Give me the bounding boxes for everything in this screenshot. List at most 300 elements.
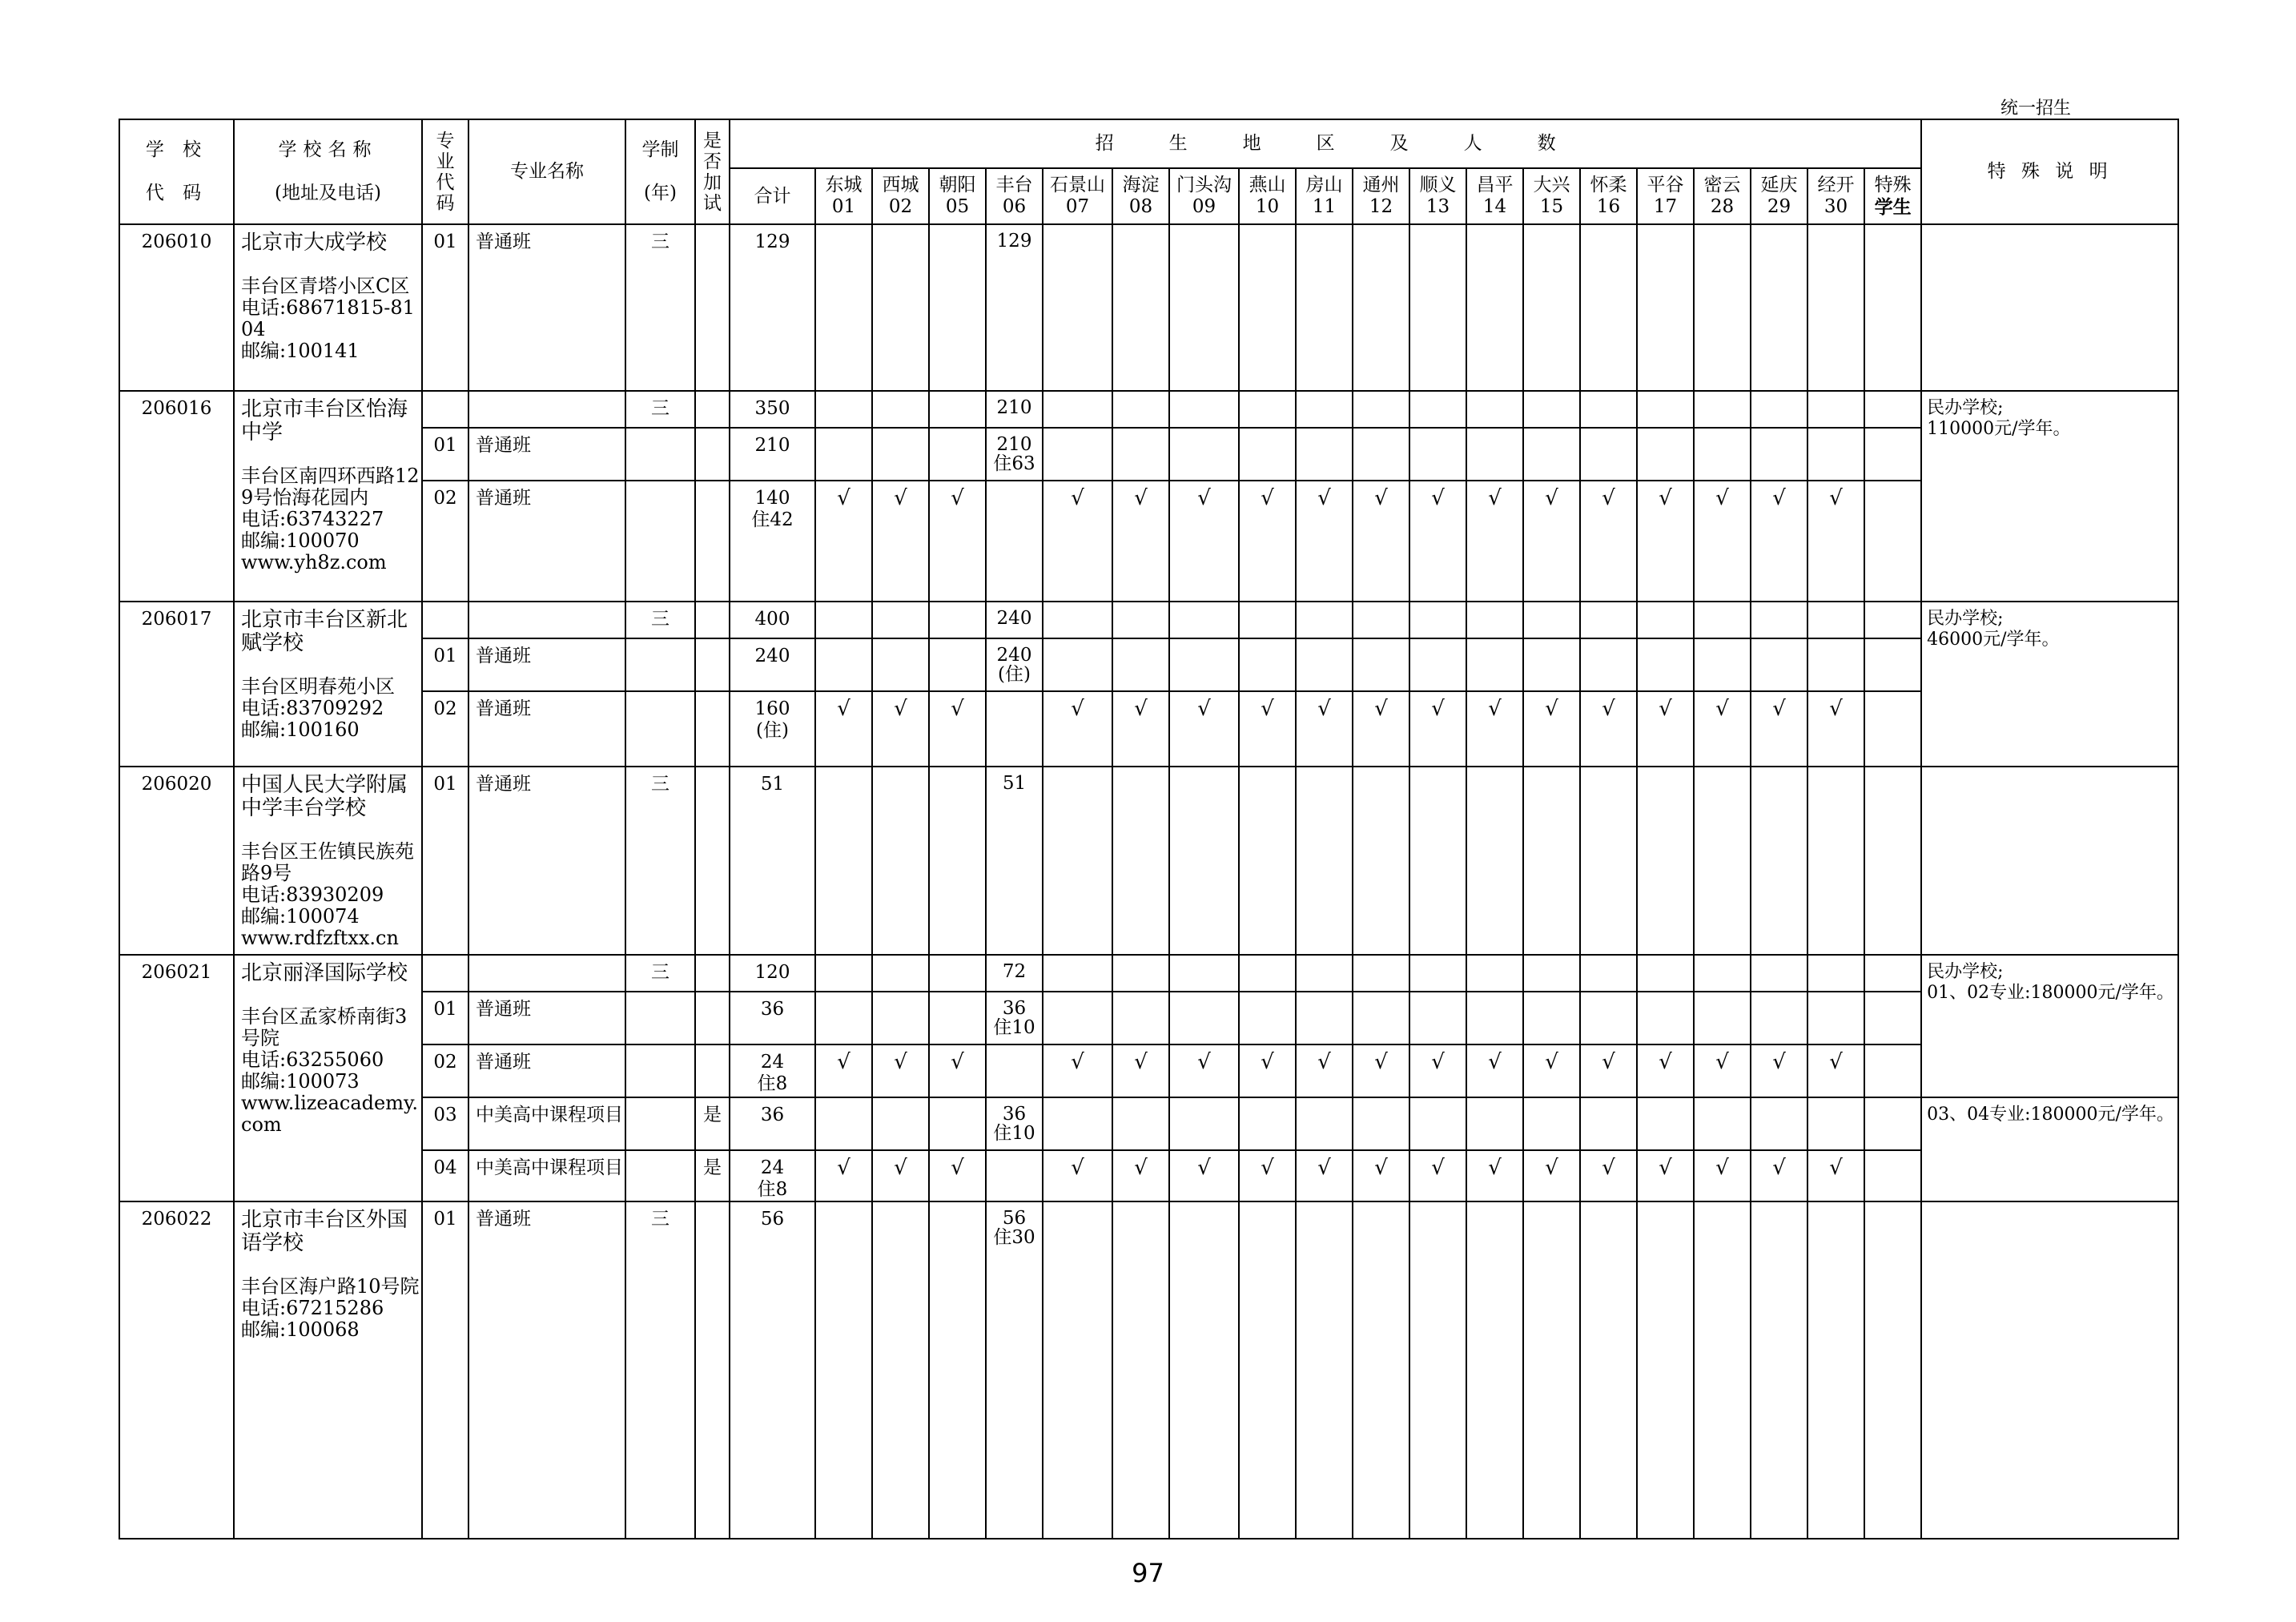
header-region-17 bbox=[1751, 168, 1807, 224]
region-cell bbox=[1637, 224, 1694, 391]
region-cell bbox=[1043, 481, 1112, 602]
major-name: 普通班 bbox=[468, 224, 625, 391]
check-mark: √ bbox=[1602, 697, 1615, 721]
region-name: 通州 bbox=[1362, 175, 1400, 195]
region-cell bbox=[1694, 428, 1751, 481]
region-cell bbox=[929, 391, 986, 428]
header-region-7 bbox=[1169, 168, 1239, 224]
school-code: 206021 bbox=[119, 955, 234, 1201]
region-code: 06 bbox=[1002, 196, 1027, 217]
region-cell bbox=[1466, 391, 1523, 428]
region-cell bbox=[1466, 955, 1523, 992]
total-count: 140 住42 bbox=[730, 481, 815, 602]
check-mark: √ bbox=[1197, 1156, 1211, 1180]
check-mark: √ bbox=[1659, 1156, 1672, 1180]
region-cell bbox=[986, 481, 1043, 602]
region-code: 16 bbox=[1596, 196, 1621, 217]
region-cell bbox=[1864, 1150, 1921, 1201]
region-cell bbox=[1694, 602, 1751, 638]
region-cell bbox=[1112, 1097, 1169, 1150]
region-cell bbox=[929, 224, 986, 391]
region-cell bbox=[1409, 1201, 1466, 1539]
region-cell bbox=[1580, 955, 1637, 992]
table-row bbox=[119, 224, 2178, 391]
check-mark: √ bbox=[1374, 486, 1388, 510]
major-code: 02 bbox=[422, 691, 468, 767]
region-cell bbox=[1523, 1201, 1580, 1539]
region-name: 西城 bbox=[882, 175, 919, 195]
region-cell bbox=[1296, 955, 1353, 992]
region-code: 17 bbox=[1653, 196, 1678, 217]
special-note: 民办学校; 46000元/学年。 bbox=[1921, 602, 2178, 767]
region-cell bbox=[1239, 391, 1296, 428]
check-mark: √ bbox=[1261, 486, 1274, 510]
region-cell bbox=[1694, 1097, 1751, 1150]
region-cell bbox=[1751, 992, 1807, 1044]
region-cell bbox=[1466, 1150, 1523, 1201]
duration bbox=[625, 1150, 695, 1201]
region-cell bbox=[986, 1044, 1043, 1097]
region-cell bbox=[1043, 955, 1112, 992]
region-cell bbox=[1239, 955, 1296, 992]
region-cell bbox=[1807, 638, 1864, 691]
region-cell bbox=[1637, 691, 1694, 767]
region-cell bbox=[1864, 767, 1921, 955]
school-name: 中国人民大学附属中学丰台学校 bbox=[241, 773, 408, 820]
region-cell bbox=[1523, 224, 1580, 391]
region-name: 门头沟 bbox=[1176, 175, 1232, 195]
check-mark: √ bbox=[1317, 1050, 1331, 1074]
region-cell bbox=[1523, 481, 1580, 602]
check-mark: √ bbox=[1715, 697, 1729, 721]
major-code: 04 bbox=[422, 1150, 468, 1201]
special-note: 03、04专业:180000元/学年。 bbox=[1921, 1097, 2178, 1201]
region-cell bbox=[1807, 992, 1864, 1044]
region-cell bbox=[1239, 691, 1296, 767]
region-cell bbox=[1466, 1201, 1523, 1539]
region-cell bbox=[1523, 767, 1580, 955]
check-mark: √ bbox=[1197, 486, 1211, 510]
check-mark: √ bbox=[1545, 486, 1558, 510]
check-mark: √ bbox=[1715, 1156, 1729, 1180]
region-cell bbox=[1580, 602, 1637, 638]
school-name: 北京丽泽国际学校 bbox=[241, 961, 408, 985]
check-mark: √ bbox=[1134, 1156, 1148, 1180]
check-mark: √ bbox=[837, 1156, 850, 1180]
region-cell bbox=[1239, 1150, 1296, 1201]
region-cell: 240 bbox=[986, 602, 1043, 638]
region-cell bbox=[1807, 691, 1864, 767]
region-cell bbox=[1751, 428, 1807, 481]
region-cell: 36 住10 bbox=[986, 992, 1043, 1044]
region-code: 11 bbox=[1312, 196, 1337, 217]
region-cell bbox=[1112, 955, 1169, 992]
region-cell bbox=[872, 992, 929, 1044]
region-cell bbox=[1466, 602, 1523, 638]
region-cell bbox=[1580, 428, 1637, 481]
major-code bbox=[422, 955, 468, 992]
region-cell bbox=[1169, 767, 1239, 955]
table-row bbox=[119, 602, 2178, 638]
region-cell bbox=[1353, 428, 1409, 481]
major-code: 03 bbox=[422, 1097, 468, 1150]
region-cell bbox=[1043, 1150, 1112, 1201]
region-cell bbox=[1466, 481, 1523, 602]
region-cell bbox=[872, 602, 929, 638]
table-row bbox=[119, 691, 2178, 767]
region-cell: 56 住30 bbox=[986, 1201, 1043, 1539]
check-mark: √ bbox=[1374, 1050, 1388, 1074]
region-cell bbox=[929, 1097, 986, 1150]
check-mark: √ bbox=[894, 1156, 907, 1180]
region-cell bbox=[1694, 1201, 1751, 1539]
region-cell bbox=[1637, 1044, 1694, 1097]
region-cell bbox=[1694, 481, 1751, 602]
region-cell bbox=[1637, 638, 1694, 691]
region-cell bbox=[1409, 638, 1466, 691]
table-row bbox=[119, 1201, 2178, 1539]
region-cell bbox=[1169, 691, 1239, 767]
region-cell bbox=[1466, 224, 1523, 391]
region-cell bbox=[1112, 1044, 1169, 1097]
region-cell bbox=[1296, 1097, 1353, 1150]
header-region-10 bbox=[1353, 168, 1409, 224]
region-cell bbox=[1169, 391, 1239, 428]
total-count: 120 bbox=[730, 955, 815, 992]
check-mark: √ bbox=[1488, 486, 1502, 510]
school-name: 北京市丰台区外国语学校 bbox=[241, 1208, 408, 1255]
region-cell bbox=[1239, 767, 1296, 955]
region-cell bbox=[872, 767, 929, 955]
region-cell bbox=[1751, 1044, 1807, 1097]
check-mark: √ bbox=[1488, 697, 1502, 721]
total-count: 160 (住) bbox=[730, 691, 815, 767]
school-address: 丰台区明春苑小区 电话:83709292 邮编:100160 bbox=[241, 675, 395, 741]
extra-test bbox=[695, 1201, 730, 1539]
check-mark: √ bbox=[1431, 697, 1445, 721]
region-cell bbox=[1112, 602, 1169, 638]
region-cell bbox=[815, 955, 872, 992]
extra-test bbox=[695, 602, 730, 638]
check-mark: √ bbox=[1488, 1156, 1502, 1180]
region-cell bbox=[1466, 691, 1523, 767]
school-code: 206017 bbox=[119, 602, 234, 767]
region-cell bbox=[1864, 1097, 1921, 1150]
school-name-cell bbox=[234, 602, 422, 767]
region-cell bbox=[1637, 602, 1694, 638]
major-code: 01 bbox=[422, 224, 468, 391]
duration: 三 bbox=[625, 955, 695, 992]
region-cell bbox=[1043, 691, 1112, 767]
region-name: 海淀 bbox=[1122, 175, 1160, 195]
school-address: 丰台区王佐镇民族苑路9号 电话:83930209 邮编:100074 www.rdfzftxx.cn bbox=[241, 840, 414, 949]
region-code: 02 bbox=[888, 196, 913, 217]
region-cell bbox=[815, 1201, 872, 1539]
duration bbox=[625, 428, 695, 481]
check-mark: √ bbox=[1071, 697, 1084, 721]
check-mark: √ bbox=[1829, 486, 1843, 510]
region-cell: 51 bbox=[986, 767, 1043, 955]
region-cell bbox=[1353, 602, 1409, 638]
duration bbox=[625, 1097, 695, 1150]
major-code: 02 bbox=[422, 1044, 468, 1097]
check-mark: √ bbox=[894, 486, 907, 510]
extra-test bbox=[695, 481, 730, 602]
region-cell bbox=[1466, 428, 1523, 481]
school-name: 北京市丰台区怡海中学 bbox=[241, 397, 408, 445]
region-cell bbox=[1239, 481, 1296, 602]
region-cell bbox=[1751, 1150, 1807, 1201]
check-mark: √ bbox=[1197, 1050, 1211, 1074]
region-cell bbox=[1112, 391, 1169, 428]
region-name: 大兴 bbox=[1533, 175, 1570, 195]
region-cell bbox=[815, 1044, 872, 1097]
region-cell bbox=[872, 391, 929, 428]
major-code: 01 bbox=[422, 638, 468, 691]
region-code: 07 bbox=[1065, 196, 1090, 217]
region-cell bbox=[1864, 1044, 1921, 1097]
region-cell bbox=[1296, 391, 1353, 428]
region-cell: 210 住63 bbox=[986, 428, 1043, 481]
region-cell bbox=[929, 992, 986, 1044]
region-cell bbox=[1864, 391, 1921, 428]
duration bbox=[625, 691, 695, 767]
region-name: 密云 bbox=[1703, 175, 1741, 195]
region-cell bbox=[1409, 767, 1466, 955]
region-cell bbox=[1864, 481, 1921, 602]
school-name-cell bbox=[234, 955, 422, 1201]
region-cell bbox=[1580, 1044, 1637, 1097]
header-region-9 bbox=[1296, 168, 1353, 224]
check-mark: √ bbox=[1545, 1156, 1558, 1180]
total-count: 400 bbox=[730, 602, 815, 638]
region-cell bbox=[872, 691, 929, 767]
region-name: 朝阳 bbox=[939, 175, 976, 195]
check-mark: √ bbox=[1317, 697, 1331, 721]
check-mark: √ bbox=[1261, 1050, 1274, 1074]
region-cell bbox=[1751, 224, 1807, 391]
check-mark: √ bbox=[1071, 486, 1084, 510]
region-cell bbox=[1112, 767, 1169, 955]
region-cell bbox=[1637, 1201, 1694, 1539]
check-mark: √ bbox=[1829, 697, 1843, 721]
region-cell bbox=[1296, 767, 1353, 955]
region-cell bbox=[1409, 428, 1466, 481]
total-count: 240 bbox=[730, 638, 815, 691]
duration: 三 bbox=[625, 602, 695, 638]
check-mark: √ bbox=[1829, 1050, 1843, 1074]
check-mark: √ bbox=[1488, 1050, 1502, 1074]
region-cell bbox=[929, 1201, 986, 1539]
major-code: 01 bbox=[422, 428, 468, 481]
region-cell bbox=[1694, 767, 1751, 955]
region-cell bbox=[1694, 1150, 1751, 1201]
check-mark: √ bbox=[951, 1156, 964, 1180]
region-cell bbox=[1694, 955, 1751, 992]
region-cell bbox=[1466, 638, 1523, 691]
region-cell bbox=[1637, 1150, 1694, 1201]
region-cell bbox=[1807, 1097, 1864, 1150]
region-cell bbox=[1466, 767, 1523, 955]
header-region-4 bbox=[986, 168, 1043, 224]
school-address: 丰台区孟家桥南街3号院 电话:63255060 邮编:100073 www.lizeacademy.com bbox=[241, 1005, 418, 1136]
duration: 三 bbox=[625, 224, 695, 391]
check-mark: √ bbox=[894, 697, 907, 721]
region-cell bbox=[1523, 691, 1580, 767]
header-region-15 bbox=[1637, 168, 1694, 224]
check-mark: √ bbox=[951, 1050, 964, 1074]
check-mark: √ bbox=[951, 697, 964, 721]
major-name: 普通班 bbox=[468, 992, 625, 1044]
check-mark: √ bbox=[1772, 1050, 1786, 1074]
header-region-19 bbox=[1864, 168, 1921, 224]
region-cell bbox=[1296, 1150, 1353, 1201]
region-cell bbox=[1751, 955, 1807, 992]
region-cell bbox=[1169, 602, 1239, 638]
region-cell bbox=[1043, 428, 1112, 481]
region-cell bbox=[1239, 992, 1296, 1044]
region-cell bbox=[1523, 428, 1580, 481]
duration bbox=[625, 1044, 695, 1097]
region-cell bbox=[1169, 955, 1239, 992]
region-cell bbox=[815, 767, 872, 955]
total-count: 24 住8 bbox=[730, 1150, 815, 1201]
region-code: 28 bbox=[1710, 196, 1735, 217]
region-cell bbox=[1580, 638, 1637, 691]
region-cell bbox=[1043, 602, 1112, 638]
region-cell bbox=[872, 428, 929, 481]
special-note: 民办学校; 01、02专业:180000元/学年。 bbox=[1921, 955, 2178, 1097]
region-cell bbox=[986, 1150, 1043, 1201]
region-cell bbox=[1409, 602, 1466, 638]
region-cell bbox=[1807, 955, 1864, 992]
school-code: 206020 bbox=[119, 767, 234, 955]
region-cell bbox=[1296, 992, 1353, 1044]
total-count: 36 bbox=[730, 1097, 815, 1150]
region-cell bbox=[1807, 1150, 1864, 1201]
table-row bbox=[119, 1097, 2178, 1150]
region-name: 平谷 bbox=[1647, 175, 1684, 195]
region-cell bbox=[1409, 1097, 1466, 1150]
region-cell bbox=[1580, 1097, 1637, 1150]
region-cell bbox=[1169, 1097, 1239, 1150]
region-cell bbox=[1112, 481, 1169, 602]
region-cell bbox=[1864, 638, 1921, 691]
table-row bbox=[119, 992, 2178, 1044]
region-cell bbox=[1169, 481, 1239, 602]
region-cell bbox=[1043, 992, 1112, 1044]
major-name: 普通班 bbox=[468, 767, 625, 955]
special-note bbox=[1921, 1201, 2178, 1539]
region-cell bbox=[1864, 691, 1921, 767]
region-cell bbox=[1239, 428, 1296, 481]
region-cell bbox=[929, 428, 986, 481]
duration bbox=[625, 481, 695, 602]
region-cell bbox=[1523, 1150, 1580, 1201]
check-mark: √ bbox=[1602, 1156, 1615, 1180]
region-cell bbox=[1694, 638, 1751, 691]
duration: 三 bbox=[625, 767, 695, 955]
region-code: 12 bbox=[1369, 196, 1393, 217]
header-region-18 bbox=[1807, 168, 1864, 224]
region-cell bbox=[1751, 391, 1807, 428]
region-cell bbox=[1580, 691, 1637, 767]
major-name bbox=[468, 602, 625, 638]
table-row bbox=[119, 955, 2178, 992]
check-mark: √ bbox=[1659, 1050, 1672, 1074]
region-cell bbox=[1169, 224, 1239, 391]
duration: 三 bbox=[625, 391, 695, 428]
table-row bbox=[119, 428, 2178, 481]
region-cell bbox=[1580, 1150, 1637, 1201]
special-note bbox=[1921, 767, 2178, 955]
region-cell bbox=[1637, 481, 1694, 602]
region-cell bbox=[1637, 767, 1694, 955]
header-region-8 bbox=[1239, 168, 1296, 224]
school-address: 丰台区南四环西路129号怡海花园内 电话:63743227 邮编:100070 www.yh8z.com bbox=[241, 465, 420, 574]
check-mark: √ bbox=[1431, 1050, 1445, 1074]
region-cell bbox=[1296, 638, 1353, 691]
major-code bbox=[422, 391, 468, 428]
region-cell bbox=[1637, 1097, 1694, 1150]
region-name: 特殊 bbox=[1874, 174, 1912, 195]
region-cell bbox=[1807, 602, 1864, 638]
region-code: 14 bbox=[1482, 196, 1507, 217]
region-cell bbox=[815, 481, 872, 602]
check-mark: √ bbox=[837, 486, 850, 510]
check-mark: √ bbox=[1134, 486, 1148, 510]
header-total: 合计 bbox=[730, 168, 815, 224]
region-cell bbox=[815, 1097, 872, 1150]
region-cell bbox=[1169, 1150, 1239, 1201]
region-cell bbox=[1580, 391, 1637, 428]
region-code: 29 bbox=[1767, 196, 1791, 217]
major-name: 普通班 bbox=[468, 638, 625, 691]
total-count: 51 bbox=[730, 767, 815, 955]
region-cell bbox=[1694, 992, 1751, 1044]
school-code: 206016 bbox=[119, 391, 234, 602]
total-count: 210 bbox=[730, 428, 815, 481]
region-cell bbox=[1409, 481, 1466, 602]
major-code bbox=[422, 602, 468, 638]
check-mark: √ bbox=[1545, 1050, 1558, 1074]
region-cell bbox=[1751, 1201, 1807, 1539]
region-cell: 36 住10 bbox=[986, 1097, 1043, 1150]
check-mark: √ bbox=[1659, 697, 1672, 721]
school-name-cell bbox=[234, 767, 422, 955]
region-cell bbox=[1751, 638, 1807, 691]
extra-test bbox=[695, 955, 730, 992]
check-mark: √ bbox=[1071, 1050, 1084, 1074]
region-cell bbox=[1864, 428, 1921, 481]
header-region-3 bbox=[929, 168, 986, 224]
major-name: 普通班 bbox=[468, 428, 625, 481]
check-mark: √ bbox=[1829, 1156, 1843, 1180]
region-cell bbox=[1864, 602, 1921, 638]
region-cell bbox=[1637, 391, 1694, 428]
region-cell bbox=[1353, 224, 1409, 391]
check-mark: √ bbox=[951, 486, 964, 510]
region-cell bbox=[1409, 955, 1466, 992]
region-cell bbox=[1353, 1097, 1409, 1150]
region-cell bbox=[872, 224, 929, 391]
region-name: 东城 bbox=[825, 175, 863, 195]
major-code: 02 bbox=[422, 481, 468, 602]
region-cell bbox=[1353, 1044, 1409, 1097]
major-code: 01 bbox=[422, 1201, 468, 1539]
check-mark: √ bbox=[1261, 1156, 1274, 1180]
region-cell bbox=[1409, 691, 1466, 767]
